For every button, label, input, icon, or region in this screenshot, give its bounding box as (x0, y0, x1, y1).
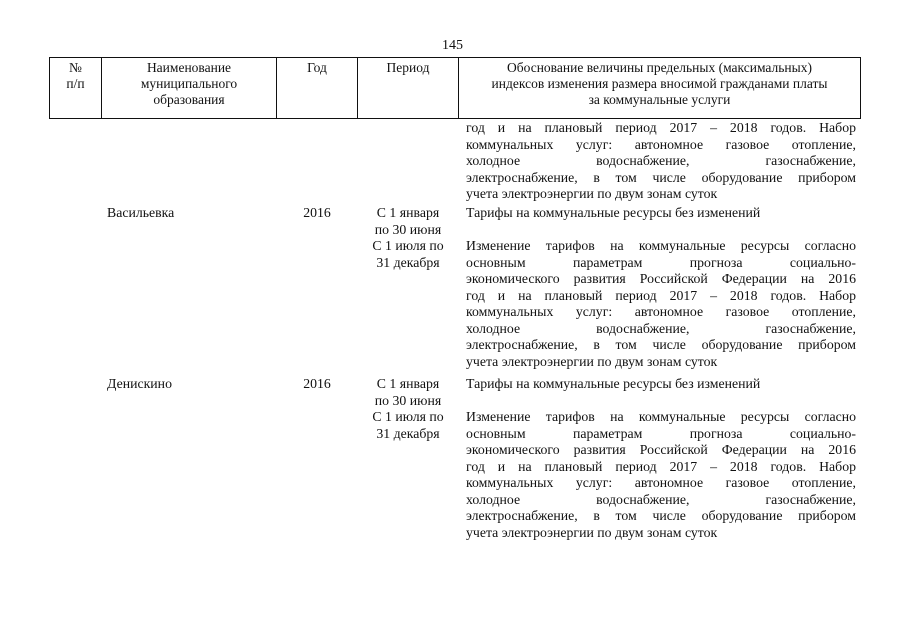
header-period-label: Период (386, 60, 430, 75)
row-municipality-name: Денискино (107, 376, 172, 391)
basis-line: год и на плановый период 2017 – 2018 годов. Набор (466, 287, 856, 303)
row-period-first-half (360, 205, 456, 238)
continuation-paragraph (466, 120, 856, 203)
header-municipality-line: образования (153, 92, 225, 107)
row-period-second-half (360, 409, 456, 442)
row-basis-first-half: Тарифы на коммунальные ресурсы без изменений (466, 205, 761, 220)
basis-line: экономического развития Российской Федерации на 2016 (466, 271, 856, 286)
header-municipality (102, 60, 276, 108)
basis-line: основным параметрам прогноза социально- (466, 425, 856, 441)
row-period-line: С 1 июля по (372, 238, 444, 253)
row-period-line: С 1 января (376, 376, 440, 391)
basis-line: Изменение тарифов на коммунальные ресурсы согласно (466, 238, 856, 253)
basis-line: холодное водоснабжение, газоснабжение, (466, 491, 856, 507)
continuation-line: холодное водоснабжение, газоснабжение, (466, 153, 856, 168)
basis-line: Изменение тарифов на коммунальные ресурсы согласно (466, 409, 856, 424)
basis-line: год и на плановый период 2017 – 2018 годов. Набор (466, 458, 856, 474)
table-header-bottom-border (49, 118, 861, 119)
basis-line: электроснабжение, в том числе оборудование прибором (466, 508, 856, 523)
row-basis-second-half (466, 409, 856, 541)
basis-line: учета электроэнергии по двум зонам суток (466, 524, 718, 540)
row-basis-second-half (466, 238, 856, 370)
header-basis-line: индексов изменения размера вносимой гражданами платы (491, 76, 828, 91)
header-period (358, 60, 458, 76)
table-border-right (860, 57, 861, 119)
row-period-line: по 30 июня (374, 392, 442, 408)
basis-line: коммунальных услуг: автономное газовое отопление, (466, 304, 856, 319)
row-basis-first-half: Тарифы на коммунальные ресурсы без изменений (466, 376, 761, 391)
continuation-line: коммунальных услуг: автономное газовое отопление, (466, 136, 856, 152)
page-number: 145 (442, 38, 463, 53)
continuation-line: год и на плановый период 2017 – 2018 годов. Набор (466, 120, 856, 135)
row-municipality-name: Васильевка (107, 205, 175, 220)
row-period-first-half (360, 376, 456, 409)
header-year (277, 60, 357, 76)
row-period-second-half (360, 238, 456, 271)
row-period-line: по 30 июня (374, 221, 442, 237)
row-year: 2016 (303, 205, 331, 220)
basis-line: основным параметрам прогноза социально- (466, 254, 856, 270)
basis-line: учета электроэнергии по двум зонам суток (466, 353, 718, 369)
header-municipality-line: муниципального (140, 76, 238, 91)
basis-line: коммунальных услуг: автономное газовое отопление, (466, 475, 856, 490)
row-period-line: С 1 июля по (372, 409, 444, 424)
row-period-line: 31 декабря (376, 425, 440, 441)
continuation-line: учета электроэнергии по двум зонам суток (466, 186, 718, 201)
row-year: 2016 (303, 376, 331, 391)
basis-line: экономического развития Российской Федерации на 2016 (466, 442, 856, 457)
row-period-line: 31 декабря (376, 254, 440, 270)
row-period-line: С 1 января (376, 205, 440, 220)
header-number (50, 60, 101, 92)
continuation-line: электроснабжение, в том числе оборудование прибором (466, 169, 856, 185)
header-basis-line: за коммунальные услуги (588, 92, 731, 107)
header-number-line: № (69, 60, 82, 75)
header-municipality-line: Наименование (146, 60, 232, 75)
table-header-top-border (49, 57, 861, 58)
header-basis-line: Обоснование величины предельных (максимальных) (507, 60, 812, 75)
header-year-label: Год (307, 60, 327, 75)
header-basis (459, 60, 860, 108)
basis-line: холодное водоснабжение, газоснабжение, (466, 320, 856, 336)
basis-line: электроснабжение, в том числе оборудование прибором (466, 337, 856, 352)
header-number-line: п/п (66, 76, 85, 91)
